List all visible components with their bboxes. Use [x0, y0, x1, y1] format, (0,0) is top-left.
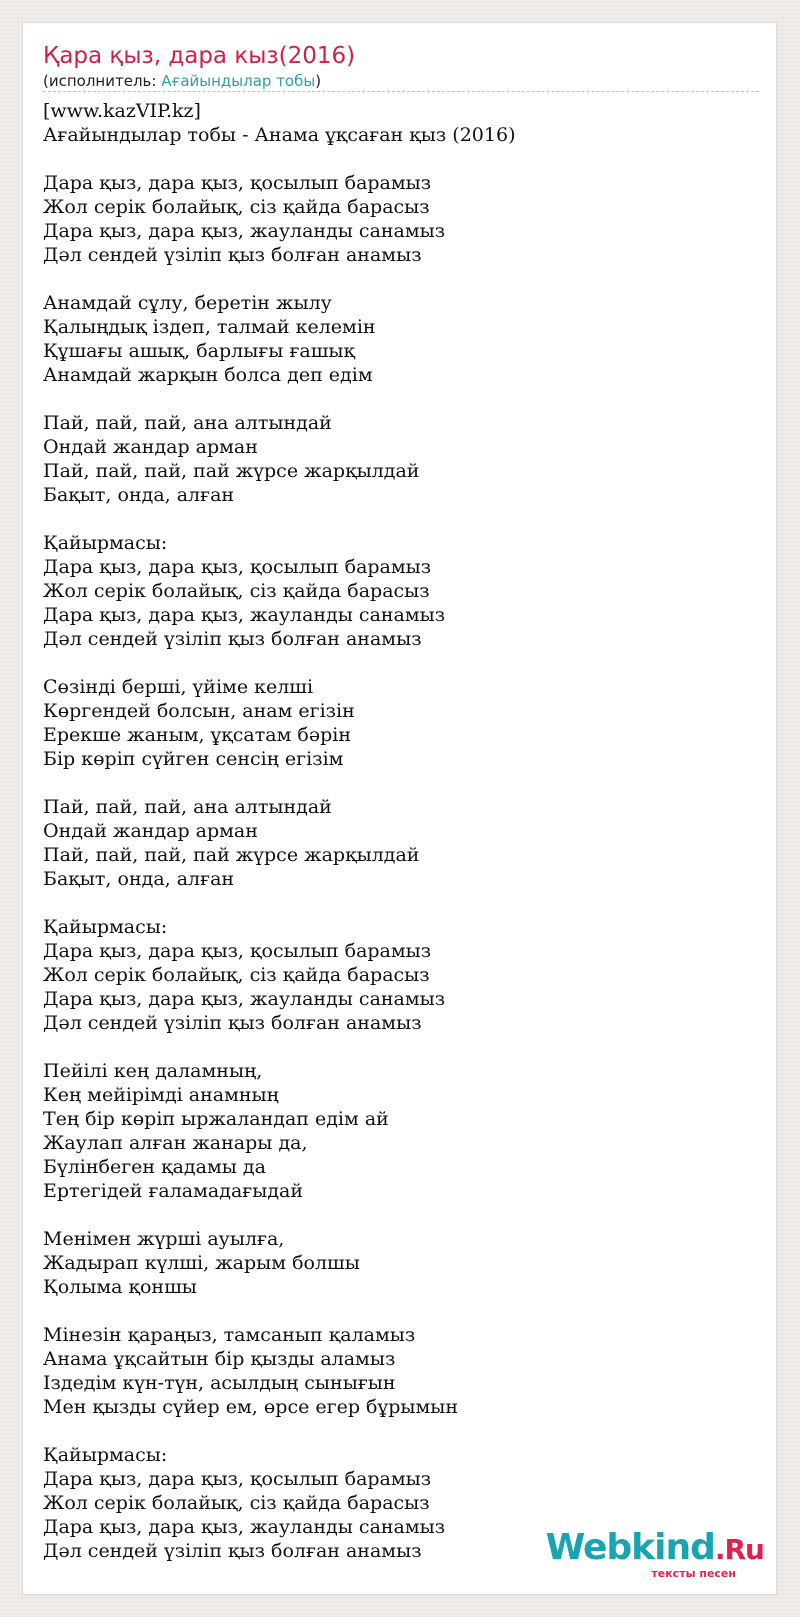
lyrics-stanza [43, 675, 759, 771]
lyrics-line: Анама ұқсайтын бір қызды аламыз [43, 1348, 396, 1370]
lyrics-line: Жол серік болайық, сіз қайда барасыз [43, 1492, 430, 1514]
header-divider [43, 91, 759, 92]
lyrics-line: Анамдай жарқын болса деп едім [43, 364, 373, 386]
lyrics-line: Пай, пай, пай, пай жүрсе жарқылдай [43, 460, 420, 482]
lyrics-text [43, 99, 759, 1587]
lyrics-line: Жадырап күлші, жарым болшы [43, 1252, 360, 1274]
artist-line [43, 71, 321, 91]
lyrics-stanza [43, 99, 759, 147]
lyrics-stanza [43, 1227, 759, 1299]
artist-prefix: (исполнитель: [43, 72, 162, 90]
lyrics-line: Дара қыз, дара қыз, жауланды санамыз [43, 604, 446, 626]
lyrics-line: Ондай жандар арман [43, 436, 258, 458]
lyrics-line: Ағайындылар тобы - Анама ұқсаған қыз (2016) [43, 124, 516, 146]
song-title: Қара қыз, дара кыз(2016) [43, 43, 356, 69]
logo-wordmark [546, 1528, 764, 1570]
lyrics-stanza [43, 291, 759, 387]
lyrics-line: Дәл сендей үзіліп қыз болған анамыз [43, 1012, 422, 1034]
logo-tld: .Ru [714, 1533, 764, 1566]
lyrics-line: Дара қыз, дара қыз, жауланды санамыз [43, 988, 446, 1010]
lyrics-line: Бір көріп сүйген сенсің егізім [43, 748, 344, 770]
artist-link[interactable]: Ағайындылар тобы [161, 72, 316, 90]
lyrics-line: Бақыт, онда, алған [43, 868, 235, 890]
lyrics-line: Пай, пай, пай, пай жүрсе жарқылдай [43, 844, 420, 866]
artist-suffix: ) [315, 72, 322, 90]
lyrics-line: Дәл сендей үзіліп қыз болған анамыз [43, 244, 422, 266]
lyrics-line: Жол серік болайық, сіз қайда барасыз [43, 196, 430, 218]
lyrics-line: Менімен жүрші ауылға, [43, 1228, 285, 1250]
lyrics-line: Қайырмасы: [43, 1444, 168, 1466]
lyrics-line: Бүлінбеген қадамы да [43, 1156, 266, 1178]
lyrics-line: Пай, пай, пай, ана алтындай [43, 796, 332, 818]
lyrics-line: Дәл сендей үзіліп қыз болған анамыз [43, 1540, 422, 1562]
lyrics-stanza [43, 795, 759, 891]
lyrics-line: Ертегідей ғаламадағыдай [43, 1180, 304, 1202]
lyrics-stanza [43, 1059, 759, 1203]
lyrics-line: Анамдай сұлу, беретін жылу [43, 292, 332, 314]
lyrics-card [22, 22, 777, 1595]
lyrics-line: Дара қыз, дара қыз, жауланды санамыз [43, 1516, 446, 1538]
lyrics-line: Дара қыз, дара қыз, қосылып барамыз [43, 940, 432, 962]
lyrics-line: Дара қыз, дара қыз, қосылып барамыз [43, 1468, 432, 1490]
lyrics-line: Пай, пай, пай, ана алтындай [43, 412, 332, 434]
lyrics-line: Тең бір көріп ыржаландап едім ай [43, 1108, 389, 1130]
logo-tagline: тексты песен [651, 1567, 736, 1580]
lyrics-line: Пейілі кең даламның, [43, 1060, 263, 1082]
lyrics-line: Бақыт, онда, алған [43, 484, 235, 506]
lyrics-line: Мен қызды сүйер ем, өрсе егер бұрымын [43, 1396, 459, 1418]
lyrics-line: Жаулап алған жанары да, [43, 1132, 308, 1154]
lyrics-line: Құшағы ашық, барлығы ғашық [43, 340, 356, 362]
lyrics-line: Мінезін қараңыз, тамсанып қаламыз [43, 1324, 416, 1346]
lyrics-line: Қолыма қоншы [43, 1276, 197, 1298]
lyrics-line: Дәл сендей үзіліп қыз болған анамыз [43, 628, 422, 650]
lyrics-line: Ерекше жаным, ұқсатам бәрін [43, 724, 352, 746]
lyrics-line: Қайырмасы: [43, 532, 168, 554]
lyrics-line: Кең мейірімді анамның [43, 1084, 279, 1106]
lyrics-line: [www.kazVIP.kz] [43, 100, 201, 122]
lyrics-line: Қалыңдық іздеп, талмай келемін [43, 316, 376, 338]
lyrics-line: Дара қыз, дара қыз, жауланды санамыз [43, 220, 446, 242]
lyrics-line: Ондай жандар арман [43, 820, 258, 842]
logo-main-text: Webkind [545, 1527, 715, 1568]
lyrics-line: Жол серік болайық, сіз қайда барасыз [43, 580, 430, 602]
lyrics-stanza [43, 915, 759, 1035]
site-logo[interactable] [545, 1527, 764, 1584]
lyrics-line: Іздедім күн-түн, асылдың сынығын [43, 1372, 396, 1394]
lyrics-stanza [43, 171, 759, 267]
lyrics-stanza [43, 531, 759, 651]
lyrics-line: Қайырмасы: [43, 916, 168, 938]
lyrics-line: Сөзінді берші, үйіме келші [43, 676, 314, 698]
lyrics-stanza [43, 1323, 759, 1419]
lyrics-line: Дара қыз, дара қыз, қосылып барамыз [43, 556, 432, 578]
lyrics-line: Көргендей болсын, анам егізін [43, 700, 355, 722]
lyrics-line: Жол серік болайық, сіз қайда барасыз [43, 964, 430, 986]
lyrics-stanza [43, 411, 759, 507]
lyrics-line: Дара қыз, дара қыз, қосылып барамыз [43, 172, 432, 194]
